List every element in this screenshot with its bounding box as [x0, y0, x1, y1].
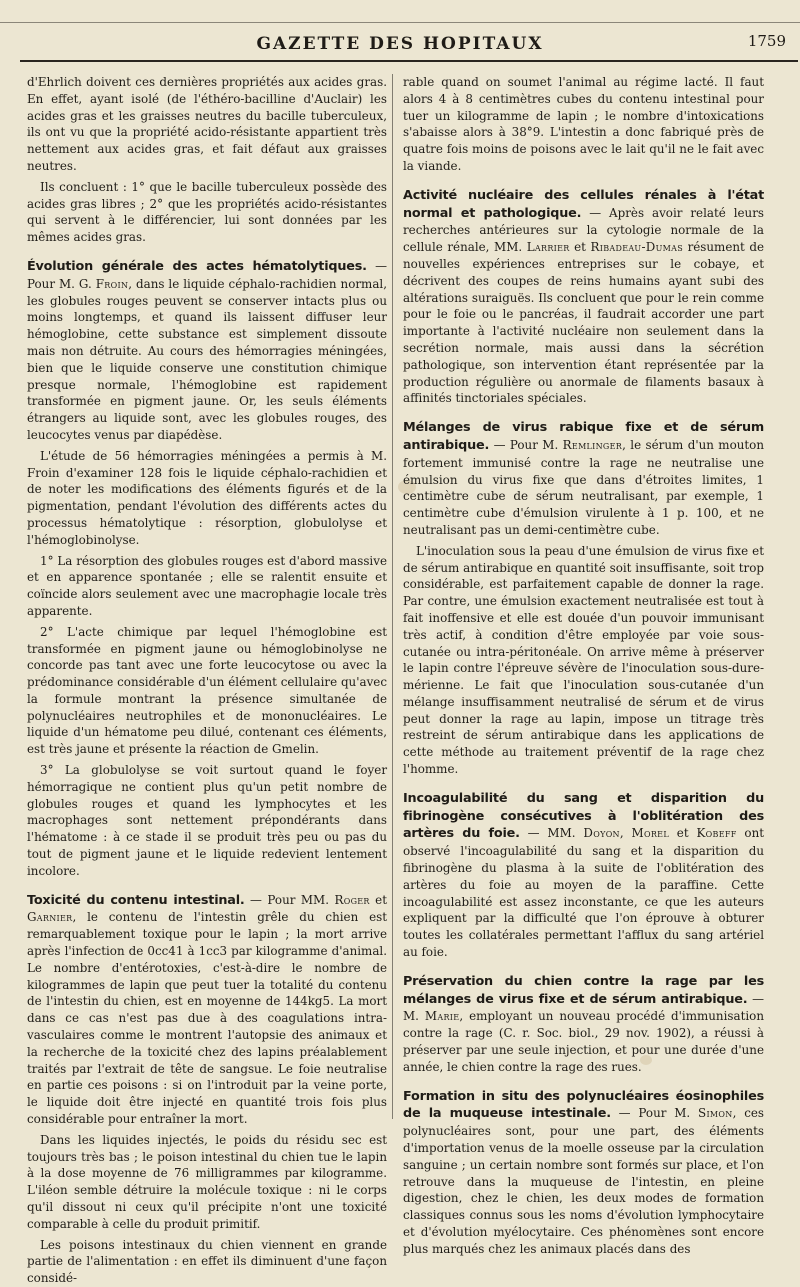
section-lead: — Pour M. [610, 1106, 699, 1121]
top-border-rule [0, 22, 800, 23]
paragraph: Dans les liquides injectés, le poids du résidu sec est toujours très bas ; le poison intestinal du chien tue le lapin à la dose moyenne de 76 milligrammes par kilogramme. L'iléon semble détruire la molécule toxique : ni le corps qu'il dissout ni ceux qu'il précipite n'ont une toxicité comparable à celle du produit primitif. [27, 1132, 387, 1231]
section-lead: — Pour MM. [244, 892, 335, 907]
author-name: Marie [424, 1009, 460, 1024]
section-lead: — Pour M. G. [27, 258, 388, 291]
section-heading: Évolution générale des actes hématolytiques. [27, 258, 367, 274]
section-text: , ces polynucléaires sont, pour une part, des éléments d'importation venus de la moelle osseuse par la circulation sanguine ; un certain nombre sont formés sur place, et l'on retrouve dans la muqueuse de l'intestin, en pleine digestion, chez le chien, les deux modes de formation classiques connus sous les noms d'évolution lymphocytaire et d'évolution myélocytaire. Ces phénomènes sont encore plus marqués chez les animaux placés dans des [403, 1106, 764, 1256]
header-rule [20, 60, 798, 62]
paragraph: Les poisons intestinaux du chien viennent en grande partie de l'alimentation : en effet ils diminuent d'une façon considé- [27, 1237, 387, 1286]
section-lead: et [369, 892, 387, 907]
page-header-title: GAZETTE DES HOPITAUX [256, 34, 544, 54]
section-heading: Préservation du chien contre la rage par les mélanges de virus fixe et de sérum antirabique. [403, 973, 764, 1007]
section-heading: Mélanges de virus rabique fixe et de sérum antirabique. [403, 420, 764, 453]
section-text: , employant un nouveau procédé d'immunisation contre la rage (C. r. Soc. biol., 29 nov. 1902), a réussi à préserver par une seule injection, et pour une durée d'une année, le chien contre la rage des rues. [403, 1009, 764, 1074]
paragraph: L'inoculation sous la peau d'une émulsion de virus fixe et de sérum antirabique en quantité soit insuffisante, soit trop considérable, est parfaitement capable de donner la rage. Par contre, une émulsion exactement neutralisée est tout à fait inoffensive et elle est douée d'un pouvoir immunisant très actif, à condition d'être employée par voie sous-cutanée ou intra-péritonéale. On arrive même à préserver le lapin contre l'épreuve sévère de l'inoculation sous-dure-mérienne. Le fait que l'inoculation sous-cutanée d'un mélange insuffisamment neutralisé de sérum et de virus peut donner la rage au lapin, impose un titrage très restreint de sérum antirabique dans les applications de cette méthode au traitement préventif de la rage chez l'homme. [403, 543, 764, 777]
author-name: Doyon [583, 826, 620, 841]
section-heading: Activité nucléaire des cellules rénales à l'état normal et pathologique. [403, 187, 764, 221]
paragraph: L'étude de 56 hémorragies méningées a permis à M. Froin d'examiner 128 fois le liquide céphalo-rachidien et de noter les modifications des éléments figurés et de la pigmentation, pendant l'évolution des différents actes du processus hématolytique : résorption, globulolyse et l'hémoglobinolyse. [27, 448, 387, 547]
author-name: Morel [631, 826, 669, 841]
section-text: , le contenu de l'intestin grêle du chien est remarquablement toxique pour le lapin ; la mort arrive après l'infection de 0cc41 à 1cc3 par kilogramme d'animal. Le nombre d'entérotoxies, c'est-à-dire le nombre de kilogrammes de lapin que peut tuer la totalité du contenu de l'intestin du chien, est en moyenne de 144kg5. La mort dans ce cas n'est pas due à des coagulations intra-vasculaires comme le montrent l'autopsie des animaux et la recherche de la toxicité chez des lapins préalablement traités par l'extrait de tête de sangsue. Le foie neutralise en partie ces poisons : si on l'introduit par la veine porte, le liquide doit être injecté en quantité trois fois plus considérable pour entraîner la mort. [27, 910, 387, 1127]
section-heading: Incoagulabilité du sang et disparition du fibrinogène consécutives à l'oblitération des artères du foie. [403, 790, 764, 842]
paragraph: 3° La globulolyse se voit surtout quand le foyer hémorragique ne contient plus qu'un petit nombre de globules rouges et quand les lymphocytes et les macrophages sont nettement prépondérants dans l'hématome : à ce stade il se produit très peu ou pas du tout de pigment jaune et le liquide redevient lentement incolore. [27, 763, 387, 878]
author-name: Kobeff [696, 826, 737, 841]
paragraph: rable quand on soumet l'animal au régime lacté. Il faut alors 4 à 8 centimètres cubes du contenu intestinal pour tuer un kilogramme de lapin ; le nombre d'intoxications s'abaisse alors à 38°9. L'intestin a donc fabriqué près de quatre fois moins de poisons avec le lait qu'il ne le fait avec la viande. [403, 75, 764, 173]
author-name: Froin [95, 276, 129, 291]
paragraph: 2° L'acte chimique par lequel l'hémoglobine est transformée en pigment jaune ou hémoglobinolyse ne concorde pas tant avec une forte leucocytose ou avec la prédominance considérable d'un élément cellulaire qu'avec la formule montrant la présence simultanée de polynucléaires neutrophiles et de mononucléaires. Le liquide d'un hématome peu dilué, contenant ces éléments, est très jaune et présente la réaction de Gmelin. [27, 624, 387, 757]
author-name: Ribadeau-Dumas [590, 240, 684, 255]
section-text: , dans le liquide céphalo-rachidien normal, les globules rouges peuvent se conserver intacts plus ou moins longtemps, et quand ils laissent diffuser leur hémoglobine, cette substance est simplement dissoute mais non détruite. Au cours des hémorragies méningées, bien que le liquide conserve une constitution chimique presque normale, l'hémoglobine est rapidement transformée en pigment jaune. Or, les seuls éléments étrangers au liquide sont, avec les globules rouges, des leucocytes venus par diapédèse. [27, 276, 387, 442]
author-name: Larrier [526, 240, 570, 255]
paragraph: Ils concluent : 1° que le bacille tuberculeux possède des acides gras libres ; 2° que les propriétés acido-résistantes qui servent à le différencier, lui sont données par les mêmes acides gras. [27, 179, 387, 245]
section-text: , le sérum d'un mouton fortement immunisé contre la rage ne neutralise une émulsion du virus fixe que dans d'étroites limites, 1 centimètre cube de sérum neutralisant, par exemple, 1 centimètre cube d'émulsion virulente à 1 p. 100, et ne neutralisant pas un demi-centimètre cube. [403, 437, 764, 537]
left-column [27, 74, 388, 1286]
section-text: ont observé l'incoagulabilité du sang et la disparition du fibrinogène du plasma à la suite de l'oblitération des artères du foie au moyen de la paraffine. Cette incoagulabilité est assez inconstante, ce que les auteurs expliquent par la difficulté que l'on éprouve à obturer toutes les collatérales permettant l'afflux du sang artériel au foie. [403, 826, 765, 960]
section-lead: et [569, 240, 591, 255]
section-lead: — Après avoir relaté leurs recherches antérieures sur la cytologie normale de la cellule rénale, MM. [403, 205, 764, 255]
paragraph: 1° La résorption des globules rouges est d'abord massive et en apparence spontanée ; elle se ralentit ensuite et coïncide alors seulement avec une macrophagie locale très apparente. [27, 553, 387, 618]
author-name: Remlinger [562, 437, 623, 452]
section-lead: — MM. [519, 826, 584, 841]
section-lead: , [619, 826, 632, 841]
section-lead: et [668, 826, 697, 841]
author-name: Simon [698, 1106, 733, 1121]
author-name: Roger [334, 892, 370, 907]
paragraph: d'Ehrlich doivent ces dernières propriétés aux acides gras. En effet, ayant isolé (de l'éthéro-bacilline d'Auclair) les acides gras et les graisses neutres du bacille tuberculeux, ils ont vu que la propriété acido-résistante appartient très nettement aux acides gras, et fait défaut aux graisses neutres. [27, 75, 387, 173]
column-separator [392, 74, 393, 1119]
section-heading: Formation in situ des polynucléaires éosinophiles de la muqueuse intestinale. [403, 1088, 764, 1122]
section-lead: — Pour M. [489, 437, 563, 452]
section-text: résument de nouvelles expériences entreprises sur le cobaye, et décrivent des coupes de reins humains ayant subi des altérations suraiguës. Ils concluent que pour le rein comme pour le foie ou le pancréas, il faudrait accorder une part importante à l'activité nucléaire non seulement dans la secrétion normale, mais aussi dans la sécrétion pathologique, son intervention étant représentée par la production régulière ou anormale de filaments basaux à affinités tinctoriales spéciales. [403, 240, 765, 406]
right-column [403, 74, 765, 1256]
section-lead: — M. [403, 991, 765, 1024]
page-number: 1759 [747, 32, 786, 50]
section-heading: Toxicité du contenu intestinal. [27, 892, 245, 908]
author-name: Garnier [27, 910, 73, 925]
